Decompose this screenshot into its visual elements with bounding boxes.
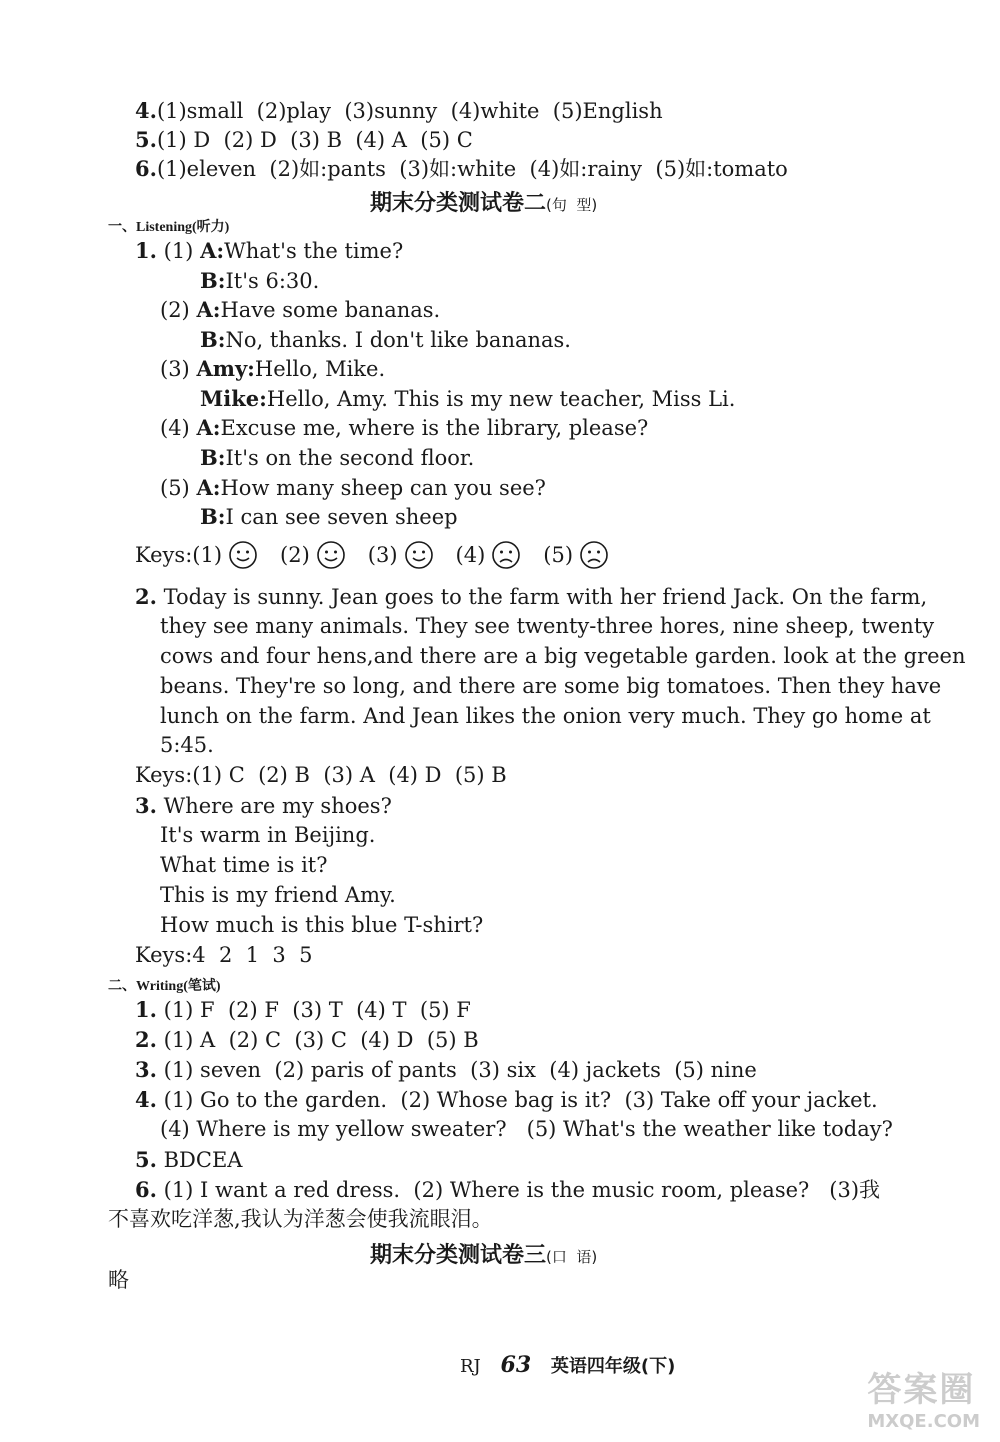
passage-line: cows and four hens,and there are a big vegetable garden. look at the green: [160, 644, 966, 668]
listening-heading: 一、Listening(听力): [108, 220, 230, 235]
sentence-line: This is my friend Amy.: [160, 883, 396, 907]
passage-line: beans. They're so long, and there are some big tomatoes. Then they have: [160, 674, 942, 698]
section-title-3: 期末分类测试卷三(口 语): [370, 1243, 598, 1268]
footer: [460, 1352, 675, 1378]
writing-line: 2. (1) A (2) C (3) C (4) D (5) B: [135, 1027, 479, 1052]
dialogue-line: (2) A:Have some bananas.: [160, 297, 441, 322]
q3-keys: Keys:4 2 1 3 5: [135, 943, 313, 967]
omitted-mark: 略: [108, 1268, 129, 1292]
book-title: 英语四年级(下): [550, 1356, 676, 1377]
frown-face-icon: [579, 540, 609, 570]
smile-face-icon: [228, 540, 258, 570]
keys-faces: Keys: (1) (2) (3) (4) (5): [135, 540, 631, 570]
dialogue-line: Mike:Hello, Amy. This is my new teacher, Miss Li.: [200, 386, 736, 411]
writing-line-cont: 不喜欢吃洋葱,我认为洋葱会使我流眼泪。: [108, 1207, 493, 1231]
sentence-line: It's warm in Beijing.: [160, 823, 376, 847]
writing-line: 4. (1) Go to the garden. (2) Whose bag is it? (3) Take off your jacket.: [135, 1087, 878, 1112]
frown-face-icon: [491, 540, 521, 570]
writing-line: 6. (1) I want a red dress. (2) Where is the music room, please? (3)我: [135, 1177, 881, 1202]
smile-face-icon: [404, 540, 434, 570]
dialogue-line: 1. (1) A:What's the time?: [135, 238, 404, 263]
writing-line: 3. (1) seven (2) paris of pants (3) six (4) jackets (5) nine: [135, 1057, 757, 1082]
answer-line-5: 5.(1) D (2) D (3) B (4) A (5) C: [135, 127, 473, 152]
dialogue-line: B:No, thanks. I don't like bananas.: [200, 327, 571, 352]
sentence-line: 3. Where are my shoes?: [135, 793, 392, 818]
section-title-2: 期末分类测试卷二(句 型): [370, 191, 598, 216]
passage-line: 5:45.: [160, 733, 214, 757]
smile-face-icon: [316, 540, 346, 570]
dialogue-line: B:It's 6:30.: [200, 268, 320, 293]
answer-line-4: 4.(1)small (2)play (3)sunny (4)white (5)English: [135, 98, 663, 123]
dialogue-line: (4) A:Excuse me, where is the library, please?: [160, 415, 649, 440]
passage-line: 2. Today is sunny. Jean goes to the farm with her friend Jack. On the farm,: [135, 584, 928, 609]
dialogue-line: B:It's on the second floor.: [200, 445, 475, 470]
writing-line: (4) Where is my yellow sweater? (5) What's the weather like today?: [160, 1117, 893, 1141]
sentence-line: How much is this blue T-shirt?: [160, 913, 484, 937]
watermark-logo: 答案圈 MXQE.COM: [867, 1370, 980, 1432]
writing-line: 5. BDCEA: [135, 1147, 243, 1172]
q2-keys: Keys:(1) C (2) B (3) A (4) D (5) B: [135, 763, 507, 787]
answer-line-6: 6.(1)eleven (2)如:pants (3)如:white (4)如:rainy (5)如:tomato: [135, 156, 788, 181]
dialogue-line: (5) A:How many sheep can you see?: [160, 475, 546, 500]
passage-line: they see many animals. They see twenty-three hores, nine sheep, twenty: [160, 614, 935, 638]
writing-line: 1. (1) F (2) F (3) T (4) T (5) F: [135, 997, 471, 1022]
dialogue-line: B:I can see seven sheep: [200, 504, 458, 529]
footer-code: RJ: [460, 1356, 481, 1377]
page-number: 63: [500, 1352, 532, 1378]
dialogue-line: (3) Amy:Hello, Mike.: [160, 356, 386, 381]
passage-line: lunch on the farm. And Jean likes the onion very much. They go home at: [160, 704, 931, 728]
sentence-line: What time is it?: [160, 853, 328, 877]
writing-heading: 二、Writing(笔试): [108, 979, 221, 994]
